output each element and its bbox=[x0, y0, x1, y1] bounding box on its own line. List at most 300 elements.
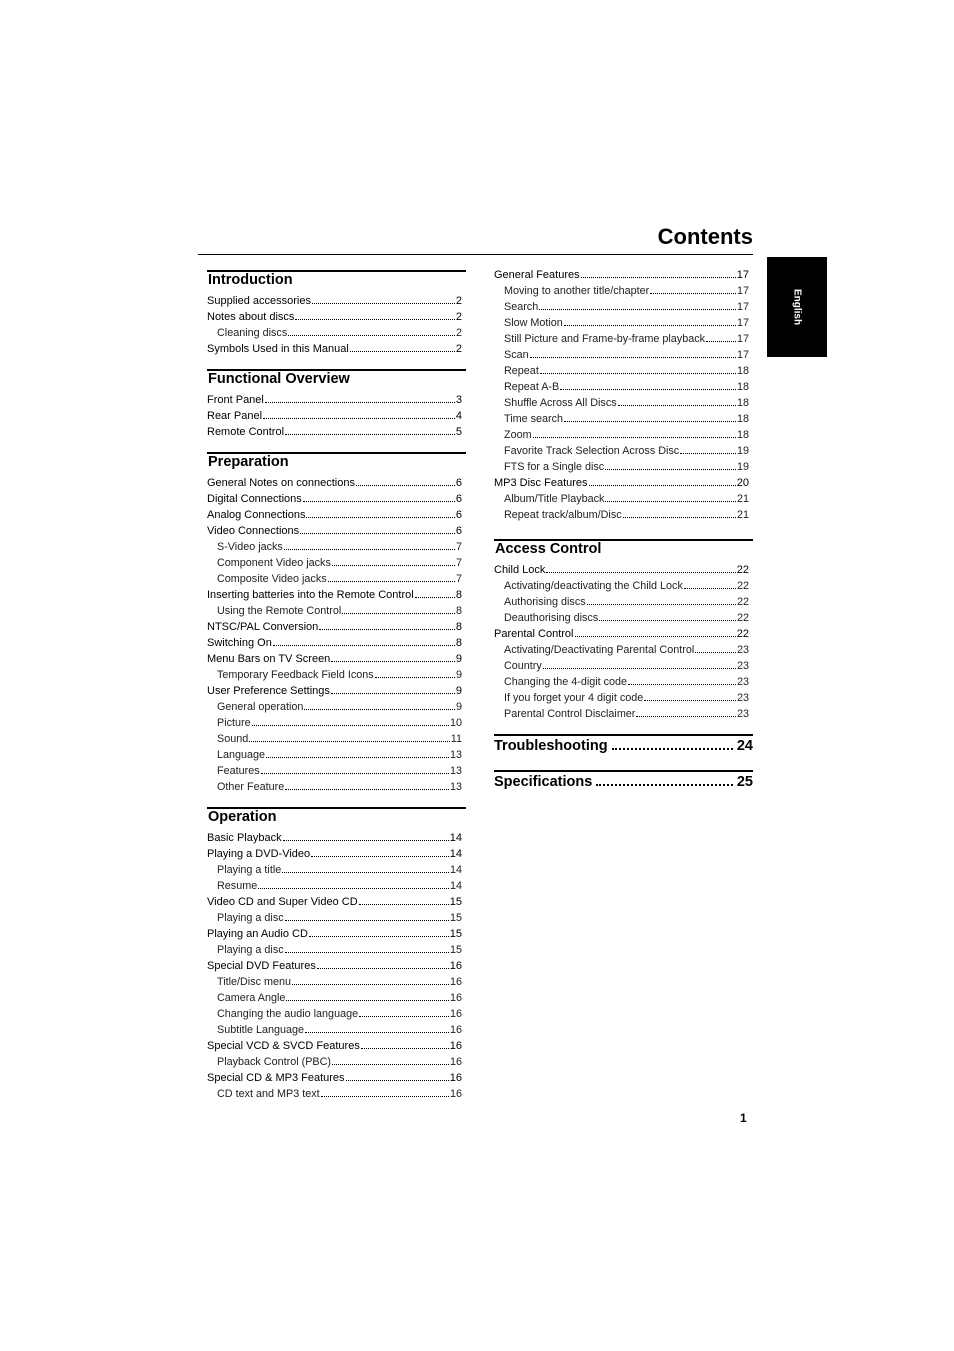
toc-entry[interactable] bbox=[207, 423, 462, 439]
toc-entry[interactable] bbox=[207, 490, 462, 506]
entry-page: 2 bbox=[455, 295, 462, 307]
leader-dots bbox=[706, 330, 736, 342]
entry-title: Authorising discs bbox=[504, 596, 586, 608]
leader-dots bbox=[285, 778, 449, 790]
entry-page: 17 bbox=[736, 269, 749, 281]
leader-dots bbox=[644, 689, 736, 701]
entry-title: Album/Title Playback bbox=[504, 493, 605, 505]
leader-dots bbox=[539, 298, 736, 310]
leader-dots bbox=[650, 282, 736, 294]
toc-subentry[interactable] bbox=[207, 554, 462, 570]
leader-dots bbox=[618, 394, 736, 406]
toc-subentry[interactable] bbox=[207, 1085, 462, 1101]
entry-title: Features bbox=[217, 765, 260, 777]
entry-page: 9 bbox=[455, 669, 462, 681]
entry-title: Scan bbox=[504, 349, 529, 361]
toc-entry[interactable] bbox=[494, 266, 749, 282]
toc-subentry[interactable] bbox=[207, 714, 462, 730]
general-features-section bbox=[494, 266, 753, 522]
entry-title: Camera Angle bbox=[217, 992, 286, 1004]
entry-title: S-Video jacks bbox=[217, 541, 283, 553]
toc-subentry[interactable] bbox=[494, 577, 749, 593]
entry-page: 2 bbox=[455, 311, 462, 323]
toc-entry[interactable] bbox=[207, 893, 462, 909]
leader-dots bbox=[265, 391, 455, 403]
entry-page: 7 bbox=[455, 541, 462, 553]
entry-page: 14 bbox=[449, 848, 462, 860]
entry-title: Cleaning discs bbox=[217, 327, 288, 339]
entry-title: Inserting batteries into the Remote Control bbox=[207, 589, 414, 601]
section-heading[interactable]: Preparation bbox=[207, 452, 466, 471]
toc-subentry[interactable] bbox=[494, 458, 749, 474]
toc-subentry[interactable] bbox=[494, 506, 749, 522]
toc-subentry[interactable] bbox=[207, 861, 462, 877]
leader-dots bbox=[331, 682, 455, 694]
entry-title: Playing a title bbox=[217, 864, 282, 876]
toc-subentry[interactable] bbox=[494, 426, 749, 442]
section-heading[interactable]: Access Control bbox=[494, 539, 753, 558]
entry-title: CD text and MP3 text bbox=[217, 1088, 320, 1100]
leader-dots bbox=[300, 522, 455, 534]
specifications-page: 25 bbox=[736, 774, 753, 790]
entry-page: 16 bbox=[449, 1072, 462, 1084]
entry-page: 22 bbox=[736, 564, 749, 576]
entry-title: Playing a DVD-Video bbox=[207, 848, 311, 860]
entry-title: Digital Connections bbox=[207, 493, 302, 505]
leader-dots bbox=[636, 705, 736, 717]
toc-subentry[interactable] bbox=[494, 641, 749, 657]
leader-dots bbox=[305, 1021, 449, 1033]
entry-title: General Features bbox=[494, 269, 580, 281]
entry-title: Resume bbox=[217, 880, 258, 892]
leader-dots bbox=[359, 1005, 449, 1017]
entry-title: Search bbox=[504, 301, 539, 313]
leader-dots bbox=[684, 577, 736, 589]
leader-dots bbox=[249, 730, 450, 742]
leader-dots bbox=[530, 346, 736, 358]
entry-title: Picture bbox=[217, 717, 251, 729]
toc-subentry[interactable] bbox=[207, 973, 462, 989]
entry-page: 18 bbox=[736, 429, 749, 441]
leader-dots bbox=[252, 714, 449, 726]
entry-page: 6 bbox=[455, 509, 462, 521]
toc-subentry[interactable] bbox=[207, 730, 462, 746]
toc-subentry[interactable] bbox=[494, 657, 749, 673]
toc-entry[interactable] bbox=[207, 391, 462, 407]
toc-subentry[interactable] bbox=[494, 314, 749, 330]
entry-title: Composite Video jacks bbox=[217, 573, 327, 585]
entry-page: 6 bbox=[455, 477, 462, 489]
entry-page: 21 bbox=[736, 509, 749, 521]
leader-dots bbox=[680, 442, 736, 454]
entry-title: Country bbox=[504, 660, 542, 672]
toc-subentry[interactable] bbox=[494, 689, 749, 705]
toc-subentry[interactable] bbox=[494, 362, 749, 378]
toc-subentry[interactable] bbox=[207, 1021, 462, 1037]
troubleshooting-page: 24 bbox=[736, 738, 753, 754]
entry-title: Basic Playback bbox=[207, 832, 282, 844]
entry-page: 9 bbox=[455, 685, 462, 697]
leader-dots bbox=[575, 625, 736, 637]
toc-subentry[interactable] bbox=[207, 698, 462, 714]
entry-page: 14 bbox=[449, 864, 462, 876]
entry-title: General Notes on connections bbox=[207, 477, 355, 489]
entry-page: 16 bbox=[449, 1056, 462, 1068]
toc-section bbox=[207, 452, 466, 794]
entry-page: 8 bbox=[455, 621, 462, 633]
entry-page: 19 bbox=[736, 461, 749, 473]
leader-dots bbox=[342, 602, 455, 614]
entry-title: Shuffle Across All Discs bbox=[504, 397, 617, 409]
entry-page: 23 bbox=[736, 660, 749, 672]
entry-title: Favorite Track Selection Across Disc bbox=[504, 445, 680, 457]
entry-title: Slow Motion bbox=[504, 317, 563, 329]
entry-title: Playing a disc bbox=[217, 912, 284, 924]
leader-dots bbox=[285, 909, 449, 921]
entry-page: 21 bbox=[736, 493, 749, 505]
entry-title: Video CD and Super Video CD bbox=[207, 896, 358, 908]
toc-entry[interactable] bbox=[207, 292, 462, 308]
entry-page: 3 bbox=[455, 394, 462, 406]
toc-subentry[interactable] bbox=[494, 298, 749, 314]
toc-entry[interactable] bbox=[207, 682, 462, 698]
section-heading[interactable]: Introduction bbox=[207, 270, 466, 289]
entry-page: 2 bbox=[455, 343, 462, 355]
entry-title: Front Panel bbox=[207, 394, 264, 406]
entry-title: Switching On bbox=[207, 637, 272, 649]
entry-title: Moving to another title/chapter bbox=[504, 285, 650, 297]
leader-dots bbox=[261, 762, 449, 774]
toc-entry[interactable] bbox=[207, 340, 462, 356]
toc-subentry[interactable] bbox=[207, 909, 462, 925]
entry-page: 6 bbox=[455, 493, 462, 505]
entry-page: 23 bbox=[736, 676, 749, 688]
right-column bbox=[494, 266, 753, 806]
entry-page: 22 bbox=[736, 628, 749, 640]
entry-page: 17 bbox=[736, 285, 749, 297]
toc-section bbox=[207, 270, 466, 356]
entry-page: 15 bbox=[449, 944, 462, 956]
entry-title: Component Video jacks bbox=[217, 557, 331, 569]
entry-page: 7 bbox=[455, 557, 462, 569]
leader-dots bbox=[599, 609, 736, 621]
entry-page: 20 bbox=[736, 477, 749, 489]
toc-entry[interactable] bbox=[207, 1069, 462, 1085]
entry-page: 16 bbox=[449, 1088, 462, 1100]
toc-subentry[interactable] bbox=[494, 378, 749, 394]
leader-dots bbox=[331, 650, 455, 662]
entry-page: 17 bbox=[736, 317, 749, 329]
entry-page: 7 bbox=[455, 573, 462, 585]
leader-dots bbox=[605, 490, 736, 502]
toc-entry[interactable] bbox=[494, 474, 749, 490]
entry-title: Deauthorising discs bbox=[504, 612, 599, 624]
entry-page: 23 bbox=[736, 644, 749, 656]
entry-page: 16 bbox=[449, 1008, 462, 1020]
toc-entry[interactable] bbox=[207, 829, 462, 845]
entry-title: Time search bbox=[504, 413, 563, 425]
leader-dots bbox=[286, 989, 449, 1001]
left-column bbox=[207, 270, 466, 1114]
entry-title: Symbols Used in this Manual bbox=[207, 343, 349, 355]
entry-page: 6 bbox=[455, 525, 462, 537]
leader-dots bbox=[295, 308, 454, 320]
toc-entry[interactable] bbox=[494, 625, 749, 641]
entry-title: FTS for a Single disc bbox=[504, 461, 605, 473]
toc-subentry[interactable] bbox=[207, 602, 462, 618]
troubleshooting-label: Troubleshooting bbox=[494, 738, 608, 754]
toc-subentry[interactable] bbox=[207, 778, 462, 794]
toc-entry[interactable] bbox=[494, 561, 749, 577]
leader-dots bbox=[605, 458, 736, 470]
leader-dots bbox=[581, 266, 736, 278]
entry-page: 15 bbox=[449, 896, 462, 908]
leader-dots bbox=[328, 570, 455, 582]
toc-subentry[interactable] bbox=[207, 941, 462, 957]
leader-dots bbox=[317, 957, 449, 969]
leader-dots bbox=[288, 324, 455, 336]
toc-subentry[interactable] bbox=[207, 570, 462, 586]
entry-title: Changing the audio language bbox=[217, 1008, 359, 1020]
leader-dots bbox=[292, 973, 449, 985]
troubleshooting-entry[interactable] bbox=[494, 734, 753, 755]
leader-dots bbox=[312, 292, 455, 304]
specifications-entry[interactable] bbox=[494, 770, 753, 791]
toc-subentry[interactable] bbox=[207, 1053, 462, 1069]
leader-dots bbox=[282, 861, 449, 873]
toc-entry[interactable] bbox=[207, 506, 462, 522]
toc-subentry[interactable] bbox=[207, 1005, 462, 1021]
entry-page: 14 bbox=[449, 832, 462, 844]
entry-page: 15 bbox=[449, 912, 462, 924]
leader-dots bbox=[356, 474, 455, 486]
entry-page: 18 bbox=[736, 413, 749, 425]
leader-dots bbox=[628, 673, 736, 685]
entry-page: 22 bbox=[736, 612, 749, 624]
entry-page: 16 bbox=[449, 976, 462, 988]
toc-entry[interactable] bbox=[207, 845, 462, 861]
entry-title: Repeat track/album/Disc bbox=[504, 509, 622, 521]
entry-page: 10 bbox=[449, 717, 462, 729]
leader-dots bbox=[564, 314, 736, 326]
entry-title: Repeat bbox=[504, 365, 539, 377]
toc-subentry[interactable] bbox=[494, 593, 749, 609]
entry-page: 2 bbox=[455, 327, 462, 339]
leader-dots bbox=[415, 586, 455, 598]
leader-dots bbox=[321, 1085, 449, 1097]
leader-dots bbox=[263, 407, 455, 419]
toc-entry[interactable] bbox=[207, 957, 462, 973]
toc-subentry[interactable] bbox=[494, 705, 749, 721]
entry-page: 15 bbox=[449, 928, 462, 940]
page-title: Contents bbox=[657, 224, 753, 249]
leader-dots bbox=[284, 538, 455, 550]
leader-dots bbox=[589, 474, 736, 486]
leader-dots bbox=[564, 410, 736, 422]
toc-subentry[interactable] bbox=[494, 394, 749, 410]
entry-page: 11 bbox=[450, 733, 462, 745]
leader-dots bbox=[273, 634, 455, 646]
toc-subentry[interactable] bbox=[494, 330, 749, 346]
toc-subentry[interactable] bbox=[207, 538, 462, 554]
toc-subentry[interactable] bbox=[494, 282, 749, 298]
toc-entry[interactable] bbox=[207, 634, 462, 650]
toc-subentry[interactable] bbox=[207, 762, 462, 778]
leader-dots bbox=[560, 378, 736, 390]
leader-dots bbox=[359, 893, 449, 905]
entry-page: 19 bbox=[736, 445, 749, 457]
entry-title: NTSC/PAL Conversion bbox=[207, 621, 319, 633]
leader-dots bbox=[623, 506, 736, 518]
toc-subentry[interactable] bbox=[494, 673, 749, 689]
entry-page: 13 bbox=[449, 781, 462, 793]
entry-title: Repeat A-B bbox=[504, 381, 560, 393]
entry-title: General operation bbox=[217, 701, 304, 713]
entry-title: Remote Control bbox=[207, 426, 285, 438]
toc-subentry[interactable] bbox=[494, 410, 749, 426]
entry-page: 22 bbox=[736, 580, 749, 592]
leader-dots bbox=[266, 746, 449, 758]
toc-entry[interactable] bbox=[207, 308, 462, 324]
leader-dots bbox=[319, 618, 455, 630]
toc-subentry[interactable] bbox=[494, 346, 749, 362]
leader-dots bbox=[332, 554, 455, 566]
entry-page: 17 bbox=[736, 333, 749, 345]
leader-dots bbox=[596, 772, 733, 786]
entry-title: Special CD & MP3 Features bbox=[207, 1072, 345, 1084]
leader-dots bbox=[332, 1053, 449, 1065]
entry-title: Parental Control Disclaimer bbox=[504, 708, 636, 720]
title-rule bbox=[198, 254, 753, 255]
entry-page: 13 bbox=[449, 749, 462, 761]
leader-dots bbox=[311, 845, 449, 857]
entry-title: Changing the 4-digit code bbox=[504, 676, 628, 688]
entry-page: 9 bbox=[455, 701, 462, 713]
entry-title: Sound bbox=[217, 733, 249, 745]
leader-dots bbox=[587, 593, 736, 605]
entry-title: Still Picture and Frame-by-frame playback bbox=[504, 333, 706, 345]
entry-title: Other Feature bbox=[217, 781, 285, 793]
leader-dots bbox=[309, 925, 449, 937]
entry-page: 9 bbox=[455, 653, 462, 665]
entry-title: MP3 Disc Features bbox=[494, 477, 588, 489]
page-number: 1 bbox=[740, 1111, 747, 1125]
toc-entry[interactable] bbox=[207, 522, 462, 538]
entry-page: 23 bbox=[736, 708, 749, 720]
toc-entry[interactable] bbox=[207, 474, 462, 490]
specifications-label: Specifications bbox=[494, 774, 593, 790]
entry-page: 8 bbox=[455, 605, 462, 617]
toc-entry[interactable] bbox=[207, 407, 462, 423]
leader-dots bbox=[546, 561, 735, 573]
entry-title: Notes about discs bbox=[207, 311, 295, 323]
access-control-section bbox=[494, 539, 753, 721]
toc-subentry[interactable] bbox=[494, 490, 749, 506]
entry-title: Title/Disc menu bbox=[217, 976, 291, 988]
entry-title: Playing an Audio CD bbox=[207, 928, 308, 940]
toc-section bbox=[207, 807, 466, 1101]
entry-title: Supplied accessories bbox=[207, 295, 311, 307]
leader-dots bbox=[350, 340, 455, 352]
entry-page: 5 bbox=[455, 426, 462, 438]
leader-dots bbox=[306, 506, 454, 518]
entry-page: 16 bbox=[449, 1040, 462, 1052]
language-tab bbox=[767, 257, 827, 357]
entry-title: Analog Connections bbox=[207, 509, 306, 521]
toc-subentry[interactable] bbox=[207, 324, 462, 340]
section-heading[interactable]: Functional Overview bbox=[207, 369, 466, 388]
entry-title: Using the Remote Control bbox=[217, 605, 342, 617]
toc-entry[interactable] bbox=[207, 586, 462, 602]
entry-title: Parental Control bbox=[494, 628, 574, 640]
toc-subentry[interactable] bbox=[207, 746, 462, 762]
leader-dots bbox=[361, 1037, 449, 1049]
entry-title: Zoom bbox=[504, 429, 532, 441]
entry-title: Activating/Deactivating Parental Control bbox=[504, 644, 695, 656]
entry-title: Menu Bars on TV Screen bbox=[207, 653, 331, 665]
leader-dots bbox=[533, 426, 736, 438]
toc-entry[interactable] bbox=[207, 925, 462, 941]
entry-page: 23 bbox=[736, 692, 749, 704]
entry-page: 22 bbox=[736, 596, 749, 608]
entry-page: 16 bbox=[449, 992, 462, 1004]
leader-dots bbox=[303, 490, 455, 502]
entry-page: 18 bbox=[736, 381, 749, 393]
entry-title: If you forget your 4 digit code bbox=[504, 692, 644, 704]
entry-title: Activating/deactivating the Child Lock bbox=[504, 580, 683, 592]
entry-title: Temporary Feedback Field Icons bbox=[217, 669, 374, 681]
leader-dots bbox=[304, 698, 455, 710]
leader-dots bbox=[612, 736, 733, 750]
entry-title: Playback Control (PBC) bbox=[217, 1056, 332, 1068]
toc-subentry[interactable] bbox=[207, 666, 462, 682]
entry-page: 13 bbox=[449, 765, 462, 777]
entry-title: Special DVD Features bbox=[207, 960, 316, 972]
toc-entry[interactable] bbox=[207, 618, 462, 634]
entry-title: Rear Panel bbox=[207, 410, 263, 422]
leader-dots bbox=[258, 877, 449, 889]
entry-page: 8 bbox=[455, 637, 462, 649]
toc-subentry[interactable] bbox=[207, 989, 462, 1005]
entry-page: 17 bbox=[736, 349, 749, 361]
leader-dots bbox=[346, 1069, 449, 1081]
toc-section bbox=[207, 369, 466, 439]
entry-page: 16 bbox=[449, 960, 462, 972]
section-heading[interactable]: Operation bbox=[207, 807, 466, 826]
entry-page: 16 bbox=[449, 1024, 462, 1036]
entry-page: 18 bbox=[736, 365, 749, 377]
entry-page: 4 bbox=[455, 410, 462, 422]
entry-page: 17 bbox=[736, 301, 749, 313]
toc-subentry[interactable] bbox=[494, 442, 749, 458]
toc-entry[interactable] bbox=[207, 1037, 462, 1053]
leader-dots bbox=[540, 362, 736, 374]
toc-entry[interactable] bbox=[207, 650, 462, 666]
entry-title: User Preference Settings bbox=[207, 685, 330, 697]
toc-subentry[interactable] bbox=[207, 877, 462, 893]
leader-dots bbox=[285, 423, 455, 435]
entry-title: Playing a disc bbox=[217, 944, 284, 956]
entry-title: Video Connections bbox=[207, 525, 300, 537]
toc-subentry[interactable] bbox=[494, 609, 749, 625]
leader-dots bbox=[285, 941, 449, 953]
entry-title: Special VCD & SVCD Features bbox=[207, 1040, 360, 1052]
language-tab-label: English bbox=[791, 288, 803, 326]
leader-dots bbox=[695, 641, 736, 653]
entry-page: 18 bbox=[736, 397, 749, 409]
entry-title: Language bbox=[217, 749, 266, 761]
entry-title: Subtitle Language bbox=[217, 1024, 305, 1036]
